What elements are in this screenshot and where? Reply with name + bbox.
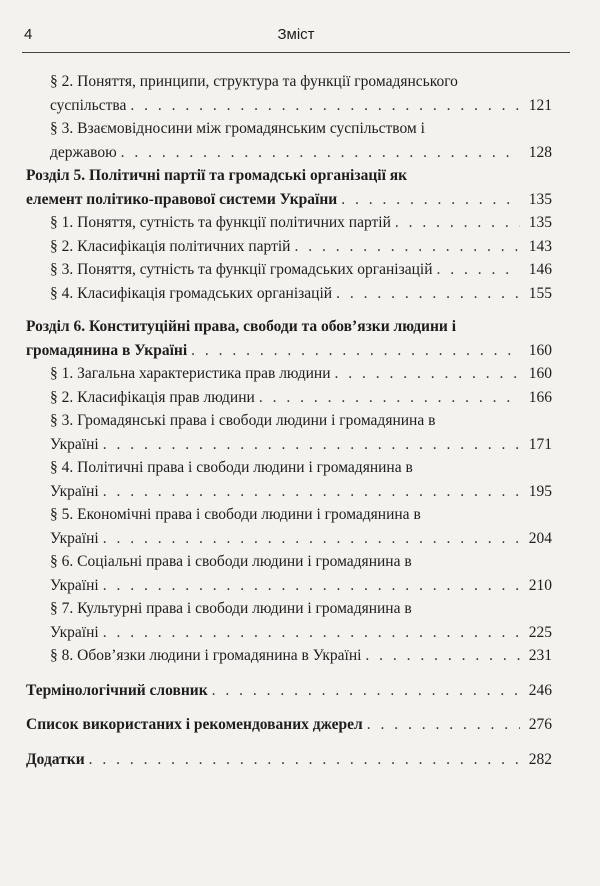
dot-leader [103,527,520,551]
toc-page-number: 195 [528,482,552,500]
toc-section [26,503,552,550]
page-header [22,26,570,53]
dot-leader [103,433,520,457]
toc-page-number: 135 [528,190,552,208]
toc-entry-last-line [50,527,552,551]
toc-entry-last-line [50,211,552,235]
toc-entry-line: § 7. Культурні права і свободи людини і громадянина в [50,600,412,617]
toc-entry-title: § 4. Класифікація громадських організацій [50,284,333,302]
toc-section [26,386,552,410]
toc-chapter [26,315,552,362]
toc-entry-line: § 2. Поняття, принципи, структура та функції громадянського [50,73,458,90]
dot-leader [367,713,520,737]
toc-section [26,597,552,644]
toc-section [26,117,552,164]
toc-entry-title: Україні [50,435,99,453]
toc-page-number: 166 [528,388,552,406]
toc-entry-last-line [26,339,552,363]
toc-page-number: 143 [528,237,552,255]
toc-section [26,70,552,117]
toc-page-number: 282 [528,750,552,768]
dot-leader [294,235,520,259]
dot-leader [335,362,521,386]
dot-leader [212,679,520,703]
toc-page-number: 128 [528,143,552,161]
toc-entry-title: Україні [50,623,99,641]
toc-entry-last-line [50,282,552,306]
toc-entry-last-line [26,679,552,703]
toc-entry-last-line [26,748,552,772]
toc-chapter [26,164,552,211]
dot-leader [341,188,520,212]
toc-entry-last-line [50,480,552,504]
dot-leader [103,480,520,504]
toc-page-number: 160 [528,365,552,382]
toc-entry-line: § 3. Громадянські права і свободи людини і громадянина в [50,412,436,429]
toc-entry-title: § 1. Загальна характеристика прав людини [50,365,331,382]
toc-entry-title: Список використаних і рекомендованих джерел [26,716,363,733]
dot-leader [336,282,520,306]
toc-entry-line: § 3. Взаємовідносини між громадянським суспільством і [50,120,425,137]
toc-section [26,644,552,668]
toc-section [26,456,552,503]
toc-entry-last-line [50,258,552,282]
toc-entry-last-line [50,141,552,165]
toc-entry-title: § 2. Класифікація прав людини [50,388,255,406]
toc-entry-title: § 1. Поняття, сутність та функції політичних партій [50,214,391,231]
dot-leader [395,211,520,235]
dot-leader [121,141,520,165]
toc-entry-last-line [50,644,552,668]
toc-section [26,211,552,235]
toc-entry-line: § 4. Політичні права і свободи людини і громадянина в [50,459,413,476]
toc-entry-title: суспільства [50,96,127,114]
toc-entry-title: Україні [50,482,99,500]
toc-entry-last-line [26,713,552,737]
toc-section [26,235,552,259]
toc-entry-line: Розділ 6. Конституційні права, свободи та обов’язки людини і [26,318,457,335]
toc-section [26,362,552,386]
toc-page-number: 160 [528,341,552,359]
toc-entry-last-line [50,235,552,259]
toc-entry-title: Україні [50,529,99,547]
toc-backmatter-item [26,679,552,703]
toc-entry-last-line [50,94,552,118]
page-number: 4 [24,26,33,43]
toc-section [26,550,552,597]
toc-page-number: 225 [528,623,552,641]
toc-page-number: 204 [528,529,552,547]
toc-section [26,258,552,282]
toc-page-number: 246 [528,681,552,699]
toc-entry-line: § 5. Економічні права і свободи людини і громадянина в [50,506,421,523]
toc-entry-title: Україні [50,576,99,594]
toc-entry-title: державою [50,143,117,161]
toc-backmatter-item [26,713,552,737]
dot-leader [259,386,520,410]
toc-page-number: 210 [528,576,552,594]
toc-entry-title: Додатки [26,750,85,768]
toc-entry-last-line [50,433,552,457]
toc-section [26,409,552,456]
toc-entry-last-line [50,574,552,598]
dot-leader [191,339,520,363]
dot-leader [103,574,520,598]
toc-page-number: 276 [528,716,552,733]
toc-entry-title: громадянина в Україні [26,341,188,359]
toc-entry-last-line [26,188,552,212]
toc-entry-title: елемент політико-правової системи України [26,190,338,208]
dot-leader [437,258,520,282]
toc-entry-last-line [50,621,552,645]
toc-page-number: 121 [528,96,552,114]
toc-section [26,282,552,306]
toc-entry-line: § 6. Соціальні права і свободи людини і громадянина в [50,553,412,570]
toc-page-number: 135 [528,214,552,231]
dot-leader [103,621,520,645]
table-of-contents [26,70,552,771]
toc-page-number: 155 [528,284,552,302]
toc-backmatter-item [26,748,552,772]
dot-leader [365,644,520,668]
toc-entry-title: § 3. Поняття, сутність та функції громадських організацій [50,261,433,278]
toc-entry-title: Термінологічний словник [26,681,208,699]
toc-entry-line: Розділ 5. Політичні партії та громадські організації як [26,167,408,184]
toc-page-number: 231 [528,647,552,664]
toc-page-number: 171 [528,435,552,453]
toc-page-number: 146 [528,261,552,278]
dot-leader [89,748,520,772]
toc-entry-title: § 8. Обов’язки людини і громадянина в Україні [50,647,362,664]
toc-entry-title: § 2. Класифікація політичних партій [50,237,291,255]
toc-entry-last-line [50,386,552,410]
running-title: Зміст [277,26,315,43]
toc-entry-last-line [50,362,552,386]
dot-leader [130,94,520,118]
